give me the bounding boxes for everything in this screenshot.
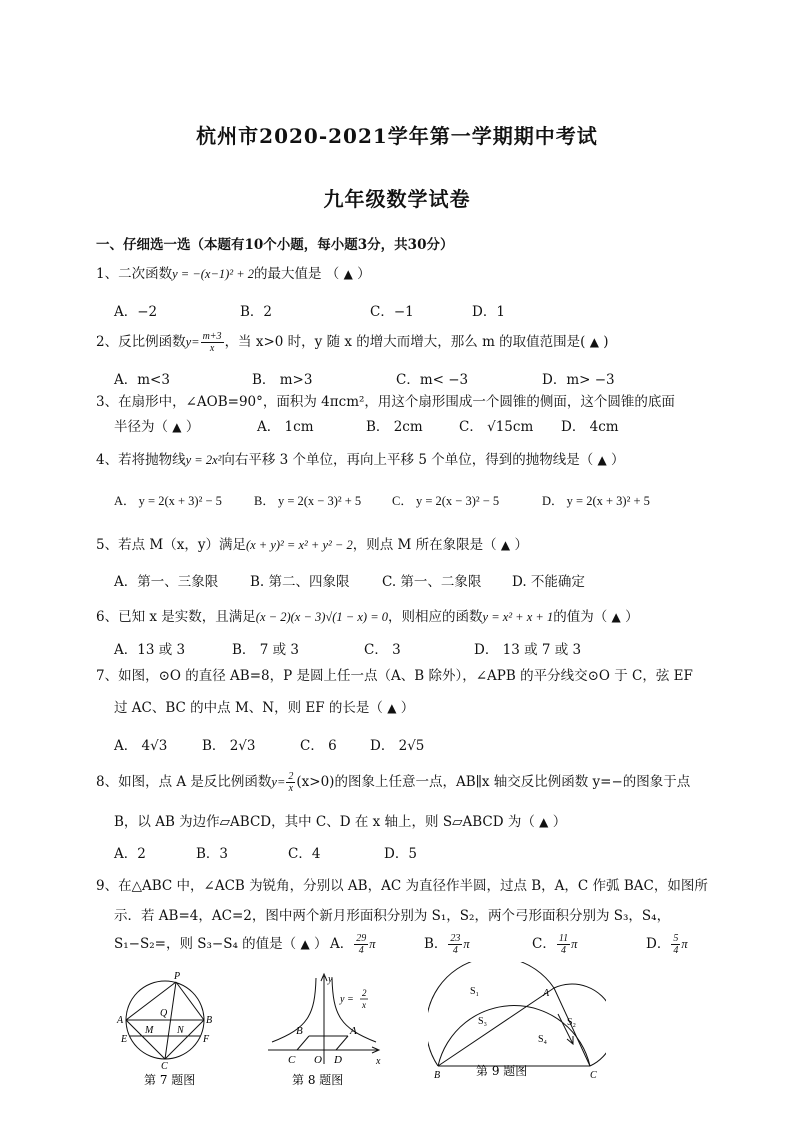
fig9-caption: 第 9 题图 <box>476 1064 528 1078</box>
q3-text-b: ） <box>185 419 200 435</box>
q6-option-a: A．13 或 3 <box>114 642 186 658</box>
q5-text-b: ，则点 M 所在象限是（ <box>352 537 497 553</box>
answer-mark: ▲ <box>300 937 310 951</box>
question-7-line1: 7、如图，⊙O 的直径 AB=8，P 是圆上任一点（A、B 除外），∠APB 的平分线交⊙O 于 C，弦 EF <box>96 668 693 684</box>
fig7-caption: 第 7 题图 <box>144 1073 196 1087</box>
q9-text-a: S₁−S₂=，则 S₃−S₄ 的值是（ <box>114 936 297 952</box>
q8-text-c: B，以 AB 为边作▱ABCD，其中 C、D 在 x 轴上，则 S▱ABCD 为（ <box>114 814 535 830</box>
question-9-line3 <box>114 932 328 952</box>
q8-option-c: C．4 <box>288 846 321 862</box>
question-7-line2 <box>114 696 414 716</box>
answer-mark: ▲ <box>589 335 599 349</box>
q5-option-d: D. 不能确定 <box>512 574 585 590</box>
q4-option-a: A． y = 2(x + 3)² − 5 <box>114 494 222 508</box>
question-4 <box>96 448 625 468</box>
answer-mark: ▲ <box>611 610 621 624</box>
q9-option-a-frac <box>354 933 368 956</box>
exam-subtitle: 九年级数学试卷 <box>323 187 471 211</box>
fig8-curve-left <box>272 978 316 1042</box>
fig9-label-b: B <box>434 1070 441 1081</box>
question-1 <box>96 262 371 282</box>
q9-b-den: 4 <box>452 945 458 956</box>
section-heading: 一、仔细选一选（本题有10个小题，每小题3分，共30分） <box>96 237 454 253</box>
q6-option-c: C． 3 <box>364 642 401 658</box>
q9-text-b: ） <box>314 936 328 952</box>
fig8-eq-y: y = <box>340 994 354 1005</box>
fig7-label-a: A <box>117 1015 124 1026</box>
q8-text-b: (x>0)的图象上任意一点，AB∥x 轴交反比例函数 y=−的图象于点 <box>296 774 691 790</box>
fig9-arc-ac-semicircle <box>554 984 606 1066</box>
q1-text-a: 1、二次函数 <box>96 266 173 282</box>
q2-text-a: 2、反比例函数 <box>96 334 186 350</box>
fig9-label-c: C <box>590 1070 597 1081</box>
q9-a-tail: π <box>369 937 376 951</box>
fig7-line-pb <box>176 982 204 1020</box>
q9-option-c-frac <box>557 933 570 956</box>
q7-option-c: C． 6 <box>300 738 337 754</box>
fig9-line-ab <box>438 988 554 1066</box>
q5-option-a: A．第一、三象限 <box>114 574 219 590</box>
fig8-label-c: C <box>288 1054 296 1066</box>
fig7-line-ap <box>126 982 176 1020</box>
q1-text-b: 的最大值是 （ <box>254 266 340 282</box>
q8-option-b: B．3 <box>196 846 229 862</box>
q9-option-b <box>424 932 470 956</box>
q1-text-c: ） <box>357 266 371 282</box>
figure-7 <box>114 970 224 1090</box>
fig8-eq-den: x <box>362 1000 366 1010</box>
fig7-label-f: F <box>203 1034 210 1045</box>
q8-text-a: 8、如图，点 A 是反比例函数 <box>96 774 272 790</box>
q9-option-a-label: A． <box>330 936 354 952</box>
answer-mark: ▲ <box>597 453 607 467</box>
fig7-label-m: M <box>145 1025 154 1036</box>
figure-8 <box>266 970 391 1092</box>
q8-numerator: 2 <box>288 771 294 782</box>
fig7-line-bc <box>165 1020 204 1059</box>
q1-option-c: C．−1 <box>370 304 414 320</box>
q7-text-a: 过 AC、BC 的中点 M、N，则 EF 的长是（ <box>114 700 383 716</box>
q4-option-d: D． y = 2(x + 3)² + 5 <box>542 494 650 508</box>
q2-text-b: ，当 x>0 时，y 随 x 的增大而增大，那么 m 的取值范围是( <box>224 334 586 350</box>
fig9-label-s2: S₂ <box>567 1017 577 1028</box>
fig8-label-d: D <box>334 1054 342 1066</box>
fig8-label-a: A <box>350 1025 357 1037</box>
q9-option-c-label: C． <box>532 936 556 952</box>
q2-text-c: ) <box>603 334 609 350</box>
q9-option-b-frac <box>448 933 462 956</box>
fig8-label-x: x <box>376 1056 381 1067</box>
fig8-line-ad <box>336 1036 348 1050</box>
q8-y: y= <box>271 775 286 789</box>
q7-option-b: B． 2√3 <box>202 738 256 754</box>
q9-d-den: 4 <box>673 945 679 956</box>
q2-option-d: D．m> −3 <box>542 372 615 388</box>
q8-fraction <box>286 771 295 794</box>
q8-text-d: ） <box>552 814 567 830</box>
q9-b-num: 23 <box>450 933 461 944</box>
q6-expr2: y = x² + x + 1 <box>482 610 554 624</box>
question-2 <box>96 330 609 354</box>
q3-option-a: A． 1cm <box>257 419 314 435</box>
q7-text-b: ） <box>400 700 415 716</box>
answer-mark: ▲ <box>172 420 182 434</box>
answer-mark: ▲ <box>539 815 549 829</box>
answer-mark: ▲ <box>500 538 511 552</box>
q2-option-c: C．m< −3 <box>396 372 469 388</box>
q5-text-a: 5、若点 M（x，y）满足 <box>96 537 246 553</box>
fig8-label-o: O <box>314 1054 322 1066</box>
fig7-label-b: B <box>206 1015 213 1026</box>
q5-option-c: C. 第一、二象限 <box>382 574 482 590</box>
q6-option-d: D． 13 或 7 或 3 <box>474 642 582 658</box>
question-9-line2: 示．若 AB=4，AC=2，图中两个新月形面积分别为 S₁，S₂，两个弓形面积分别为 S₃，S₄， <box>114 908 671 924</box>
q4-option-b: B． y = 2(x − 3)² + 5 <box>254 494 362 508</box>
fig8-label-b: B <box>296 1025 303 1037</box>
q2-option-b: B． m>3 <box>252 372 313 388</box>
q5-expr: (x + y)² = x² + y² − 2 <box>245 538 353 552</box>
fig7-label-n: N <box>177 1025 184 1036</box>
fig7-label-q: Q <box>160 1008 168 1019</box>
q2-numerator: m+3 <box>202 331 222 342</box>
q6-text-d: ） <box>625 609 639 625</box>
q9-c-num: 11 <box>558 933 569 944</box>
q3-option-d: D． 4cm <box>561 419 619 435</box>
q6-option-b: B． 7 或 3 <box>232 642 299 658</box>
question-8-line2 <box>114 810 566 830</box>
q2-option-a: A．m<3 <box>114 372 170 388</box>
q6-text-a: 6、已知 x 是实数，且满足 <box>96 609 256 625</box>
q9-option-d-frac <box>671 933 680 956</box>
q9-option-b-label: B． <box>424 936 448 952</box>
question-3-line2 <box>114 415 199 435</box>
q9-d-num: 5 <box>673 933 679 944</box>
q3-option-c: C． √15cm <box>459 419 534 435</box>
q8-option-d: D．5 <box>384 846 417 862</box>
q3-option-b: B． 2cm <box>366 419 423 435</box>
q4-text-b: 向右平移 3 个单位，再向上平移 5 个单位，得到的抛物线是（ <box>221 452 594 468</box>
fig8-caption: 第 8 题图 <box>292 1073 344 1087</box>
q9-a-num: 29 <box>356 933 367 944</box>
q2-denominator: x <box>209 343 215 354</box>
fig8-label-y: y <box>328 974 333 985</box>
question-8-line1 <box>96 770 690 794</box>
q1-expr: y = −(x−1)² + 2 <box>172 267 255 281</box>
q2-y: y= <box>185 335 200 349</box>
q3-text-a: 半径为（ <box>114 419 168 435</box>
q1-option-b: B．2 <box>240 304 273 320</box>
fig8-line-bc <box>297 1036 309 1050</box>
q9-b-tail: π <box>463 937 470 951</box>
q4-text-a: 4、若将抛物线 <box>96 452 186 468</box>
q1-option-a: A．−2 <box>114 304 158 320</box>
fig9-label-s4: S₄ <box>538 1034 548 1045</box>
q4-expr: y = 2x² <box>185 453 222 467</box>
fig7-label-p: P <box>174 971 181 982</box>
fig7-label-e: E <box>121 1034 128 1045</box>
question-5 <box>96 533 528 553</box>
q6-text-b: ，则相应的函数 <box>388 609 483 625</box>
q7-option-a: A． 4√3 <box>114 738 168 754</box>
question-3-line1: 3、在扇形中，∠AOB=90°，面积为 4πcm²，用这个扇形围成一个圆锥的侧面，这个圆锥的底面 <box>96 394 675 410</box>
q9-option-d <box>646 932 688 956</box>
fig9-label-s3: S₃ <box>478 1016 488 1027</box>
q5-option-b: B. 第二、四象限 <box>250 574 350 590</box>
answer-mark: ▲ <box>387 701 397 715</box>
q4-option-c: C． y = 2(x − 3)² − 5 <box>392 494 500 508</box>
fig9-label-a: A <box>543 988 550 999</box>
q7-option-d: D． 2√5 <box>370 738 425 754</box>
q8-denominator: x <box>288 783 294 794</box>
fig9-label-s1: S₁ <box>470 986 480 997</box>
q6-text-c: 的值为（ <box>553 609 608 625</box>
q9-option-c <box>532 932 577 956</box>
exam-title: 杭州市2020-2021学年第一学期期中考试 <box>196 124 598 148</box>
q6-expr: (x − 2)(x − 3)√(1 − x) = 0 <box>255 610 389 624</box>
answer-mark: ▲ <box>343 267 353 281</box>
q9-d-tail: π <box>681 937 688 951</box>
q9-option-a <box>330 932 376 956</box>
q1-option-d: D．1 <box>472 304 505 320</box>
question-9-line1: 9、在△ABC 中，∠ACB 为锐角，分别以 AB，AC 为直径作半圆，过点 B，A，C 作弧 BAC，如图所 <box>96 878 708 894</box>
q9-c-den: 4 <box>560 945 566 956</box>
q9-option-d-label: D． <box>646 936 671 952</box>
fig7-label-c: C <box>161 1061 168 1072</box>
q4-text-c: ） <box>611 452 625 468</box>
fig9-arc-ab-semicircle <box>428 962 554 1066</box>
q9-a-den: 4 <box>358 945 364 956</box>
q9-c-tail: π <box>571 937 578 951</box>
q8-option-a: A．2 <box>114 846 146 862</box>
figure-9 <box>428 962 606 1082</box>
question-6 <box>96 605 639 625</box>
q5-text-c: ） <box>514 537 528 553</box>
fig8-eq-num: 2 <box>362 988 367 998</box>
q2-fraction <box>201 331 224 354</box>
